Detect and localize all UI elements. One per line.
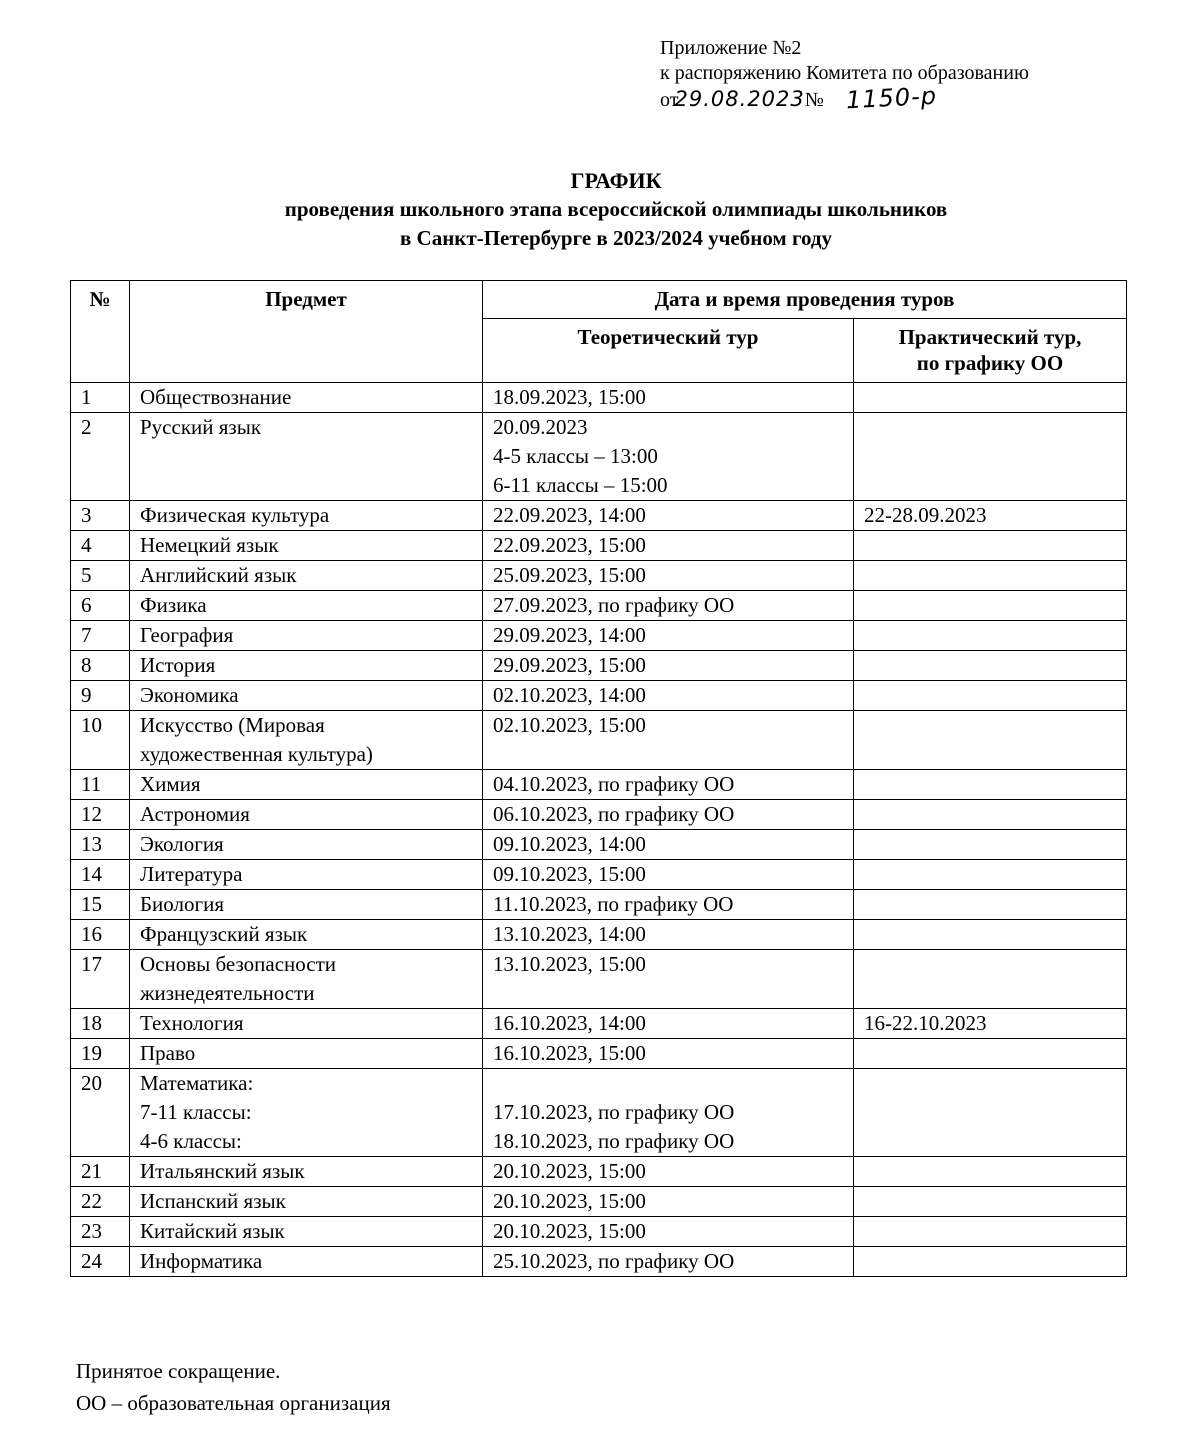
cell-number: 22: [71, 1187, 130, 1217]
cell-theory: 09.10.2023, 14:00: [483, 830, 854, 860]
table-row: [71, 531, 1127, 561]
cell-theory: 25.09.2023, 15:00: [483, 561, 854, 591]
cell-practice: [854, 1247, 1127, 1277]
cell-subject: Биология: [130, 890, 483, 920]
cell-number: 1: [71, 383, 130, 413]
table-row: [71, 1039, 1127, 1069]
cell-subject: Астрономия: [130, 800, 483, 830]
table-row: [71, 950, 1127, 1009]
cell-subject: Французский язык: [130, 920, 483, 950]
cell-subject: Физика: [130, 591, 483, 621]
cell-practice: [854, 1187, 1127, 1217]
cell-number: 3: [71, 501, 130, 531]
cell-theory: 16.10.2023, 15:00: [483, 1039, 854, 1069]
appendix-title: Приложение №2: [660, 37, 802, 59]
table-row: [71, 561, 1127, 591]
cell-practice: [854, 800, 1127, 830]
table-row: [71, 1247, 1127, 1277]
cell-number: 24: [71, 1247, 130, 1277]
table-row: [71, 621, 1127, 651]
cell-theory: 16.10.2023, 14:00: [483, 1009, 854, 1039]
cell-theory: 20.10.2023, 15:00: [483, 1187, 854, 1217]
cell-theory: 20.10.2023, 15:00: [483, 1217, 854, 1247]
cell-theory: 22.09.2023, 14:00: [483, 501, 854, 531]
cell-practice: [854, 621, 1127, 651]
cell-theory: 20.10.2023, 15:00: [483, 1157, 854, 1187]
cell-practice: [854, 651, 1127, 681]
table-row: [71, 651, 1127, 681]
cell-practice: [854, 681, 1127, 711]
cell-number: 18: [71, 1009, 130, 1039]
cell-theory: 18.09.2023, 15:00: [483, 383, 854, 413]
cell-theory: 06.10.2023, по графику ОО: [483, 800, 854, 830]
appendix-date-number: [660, 81, 1029, 115]
appendix-date-prefix: от: [660, 89, 679, 111]
cell-subject: Литература: [130, 860, 483, 890]
cell-practice: [854, 1217, 1127, 1247]
cell-practice: [854, 383, 1127, 413]
table-row: [71, 711, 1127, 770]
cell-practice: [854, 591, 1127, 621]
cell-number: 11: [71, 770, 130, 800]
cell-subject: История: [130, 651, 483, 681]
cell-subject: Химия: [130, 770, 483, 800]
cell-number: 14: [71, 860, 130, 890]
cell-theory: 02.10.2023, 14:00: [483, 681, 854, 711]
cell-practice: [854, 860, 1127, 890]
cell-practice: [854, 890, 1127, 920]
cell-practice: [854, 1069, 1127, 1157]
cell-number: 8: [71, 651, 130, 681]
document-title: [0, 166, 1196, 253]
cell-theory: 02.10.2023, 15:00: [483, 711, 854, 770]
cell-number: 12: [71, 800, 130, 830]
cell-subject: Экономика: [130, 681, 483, 711]
cell-theory: 22.09.2023, 15:00: [483, 531, 854, 561]
cell-theory: 27.09.2023, по графику ОО: [483, 591, 854, 621]
cell-theory: 11.10.2023, по графику ОО: [483, 890, 854, 920]
table-row: [71, 860, 1127, 890]
cell-practice: [854, 950, 1127, 1009]
table-row: [71, 800, 1127, 830]
cell-subject: Информатика: [130, 1247, 483, 1277]
cell-number: 4: [71, 531, 130, 561]
table-row: [71, 770, 1127, 800]
header-number: №: [71, 281, 130, 383]
cell-number: 13: [71, 830, 130, 860]
cell-number: 7: [71, 621, 130, 651]
cell-number: 6: [71, 591, 130, 621]
table-row: [71, 1009, 1127, 1039]
table-row: [71, 681, 1127, 711]
header-row: [71, 281, 1127, 319]
cell-subject: Технология: [130, 1009, 483, 1039]
cell-theory: 04.10.2023, по графику ОО: [483, 770, 854, 800]
table-row: [71, 1157, 1127, 1187]
handwritten-date: 29.08.2023: [674, 87, 805, 111]
appendix-order-ref: к распоряжению Комитета по образованию: [660, 62, 1029, 84]
cell-subject: Русский язык: [130, 413, 483, 501]
cell-number: 21: [71, 1157, 130, 1187]
table-row: [71, 1069, 1127, 1157]
cell-practice: [854, 413, 1127, 501]
cell-subject: Искусство (Мировая художественная культура): [130, 711, 483, 770]
table-row: [71, 1187, 1127, 1217]
table-row: [71, 501, 1127, 531]
cell-subject: Испанский язык: [130, 1187, 483, 1217]
table-row: [71, 591, 1127, 621]
cell-practice: [854, 1039, 1127, 1069]
cell-theory: 29.09.2023, 15:00: [483, 651, 854, 681]
cell-subject: Экология: [130, 830, 483, 860]
cell-number: 9: [71, 681, 130, 711]
cell-theory: 09.10.2023, 15:00: [483, 860, 854, 890]
cell-theory: 13.10.2023, 15:00: [483, 950, 854, 1009]
cell-number: 23: [71, 1217, 130, 1247]
cell-subject: География: [130, 621, 483, 651]
header-dates: Дата и время проведения туров: [483, 281, 1127, 319]
cell-subject: Английский язык: [130, 561, 483, 591]
cell-number: 5: [71, 561, 130, 591]
cell-subject: Немецкий язык: [130, 531, 483, 561]
cell-theory: 25.10.2023, по графику ОО: [483, 1247, 854, 1277]
cell-practice: 22-28.09.2023: [854, 501, 1127, 531]
cell-practice: [854, 920, 1127, 950]
cell-subject: Обществознание: [130, 383, 483, 413]
title-line-1: ГРАФИК: [570, 168, 662, 193]
cell-practice: [854, 770, 1127, 800]
title-line-2: проведения школьного этапа всероссийской олимпиады школьников: [284, 197, 948, 221]
table-row: [71, 413, 1127, 501]
cell-practice: [854, 830, 1127, 860]
cell-practice: [854, 1157, 1127, 1187]
cell-number: 19: [71, 1039, 130, 1069]
cell-theory: 17.10.2023, по графику ОО 18.10.2023, по графику ОО: [483, 1069, 854, 1157]
cell-number: 15: [71, 890, 130, 920]
cell-theory: 29.09.2023, 14:00: [483, 621, 854, 651]
cell-practice: 16-22.10.2023: [854, 1009, 1127, 1039]
cell-theory: 20.09.2023 4-5 классы – 13:00 6-11 классы – 15:00: [483, 413, 854, 501]
footnote-line-2: ОО – образовательная организация: [76, 1391, 391, 1415]
cell-subject: Основы безопасности жизнедеятельности: [130, 950, 483, 1009]
header-theory: Теоретический тур: [483, 319, 854, 383]
cell-subject: Итальянский язык: [130, 1157, 483, 1187]
cell-practice: [854, 531, 1127, 561]
cell-subject: Право: [130, 1039, 483, 1069]
schedule-table: [70, 280, 1127, 1277]
table-row: [71, 830, 1127, 860]
footnote: [76, 1355, 391, 1419]
cell-practice: [854, 561, 1127, 591]
footnote-line-1: Принятое сокращение.: [76, 1359, 281, 1383]
table-row: [71, 383, 1127, 413]
cell-subject: Китайский язык: [130, 1217, 483, 1247]
cell-number: 2: [71, 413, 130, 501]
cell-practice: [854, 711, 1127, 770]
cell-number: 10: [71, 711, 130, 770]
title-line-3: в Санкт-Петербурге в 2023/2024 учебном году: [399, 226, 833, 250]
handwritten-number: 1150-р: [845, 81, 938, 115]
appendix-number-label: №: [804, 89, 824, 111]
table-row: [71, 920, 1127, 950]
header-subject: Предмет: [130, 281, 483, 383]
cell-subject: Физическая культура: [130, 501, 483, 531]
cell-number: 16: [71, 920, 130, 950]
table-row: [71, 890, 1127, 920]
table-row: [71, 1217, 1127, 1247]
cell-number: 17: [71, 950, 130, 1009]
cell-number: 20: [71, 1069, 130, 1157]
cell-theory: 13.10.2023, 14:00: [483, 920, 854, 950]
cell-subject: Математика: 7-11 классы: 4-6 классы:: [130, 1069, 483, 1157]
header-practice: Практический тур, по графику ОО: [854, 319, 1127, 383]
appendix-block: [660, 36, 1029, 113]
